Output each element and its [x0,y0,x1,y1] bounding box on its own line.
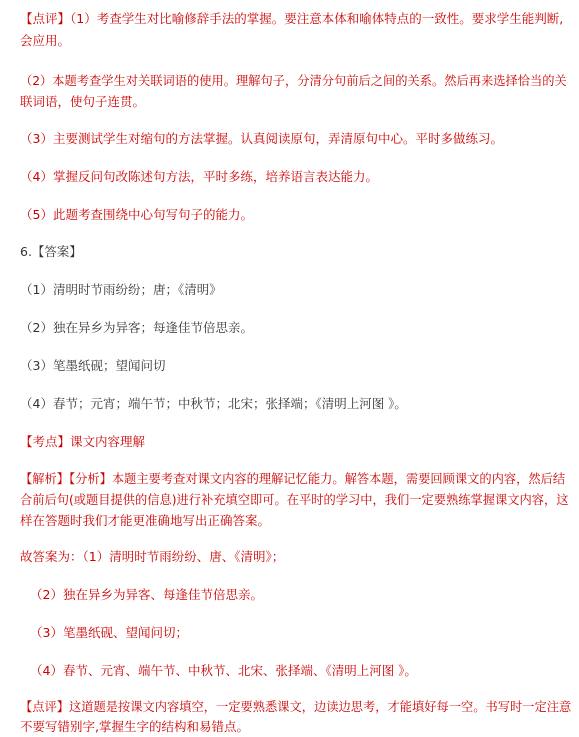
comment-2-line-2: 联词语，使句子连贯。 [20,94,146,109]
final-comment-line-1: 【点评】这道题是按课文内容填空，一定要熟悉课文，边读边思考，才能填好每一空。书写时一定注意 [20,700,572,714]
comment-2-line-1: （2）本题考查学生对关联词语的使用。理解句子，分清分句前后之间的关系。然后再来选择恰当的关 [20,74,567,88]
comment-5: （5）此题考查围绕中心句写句子的能力。 [20,207,253,222]
comment-text: （1）考查学生对比喻修辞手法的掌握。要注意本体和喻体特点的一致性。要求学生能判断, [70,11,564,26]
comment-1-line-1 [20,10,571,28]
answer-4: （4）春节；元宵；端午节；中秋节；北宋；张择端；《清明上河图 》。 [20,396,407,411]
comment-tag: 【点评】 [20,11,71,26]
answer-2: （2）独在异乡为异客；每逢佳节倍思亲。 [20,320,253,335]
analysis-line-1: 【解析】【分析】本题主要考查对课文内容的理解记忆能力。解答本题，需要回顾课文的内容，然后结 [20,472,566,486]
answer-3: （3）笔墨纸砚；望闻问切 [20,358,166,373]
answer-1: （1）清明时节雨纷纷；唐；《清明》 [20,282,222,297]
kaodian-label: 【考点】课文内容理解 [20,434,146,449]
analysis-line-3: 样在答题时我们才能更准确地写出正确答案。 [20,513,271,528]
question-6-header: 6.【答案】 [20,244,82,259]
comment-4: （4）掌握反问句改陈述句方法，平时多练，培养语言表达能力。 [20,169,378,184]
comment-1-line-2: 会应用。 [20,33,71,48]
final-answer-4: （4）春节、元宵、端午节、中秋节、北宋、张择端、《清明上河图 》。 [30,663,417,678]
comment-3: （3）主要测试学生对缩句的方法掌握。认真阅读原句，弄清原句中心。平时多做练习。 [20,131,503,146]
final-answer-1: 故答案为：（1）清明时节雨纷纷、唐、《清明》； [20,549,285,564]
final-comment-line-2: 不要写错别字,掌握生字的结构和易错点。 [20,719,249,734]
final-answer-2: （2）独在异乡为异客、每逢佳节倍思亲。 [30,587,263,602]
analysis-line-2: 合前后句(或题目提供的信息)进行补充填空即可。在平时的学习中，我们一定要熟练掌握课文内容，这 [20,493,569,507]
final-answer-3: （3）笔墨纸砚、望闻问切； [30,625,188,640]
